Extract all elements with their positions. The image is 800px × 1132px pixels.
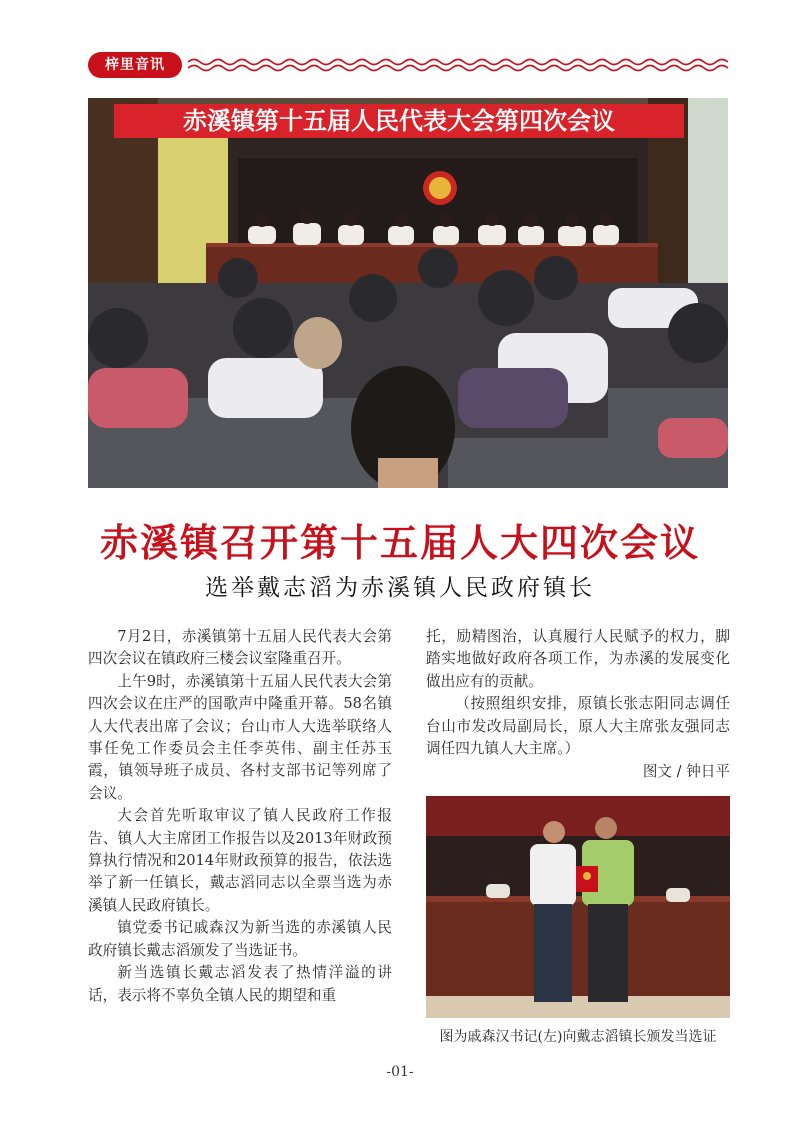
article-credit: 图文 / 钟日平 [642, 763, 730, 781]
article-paragraph: 上午9时，赤溪镇第十五届人民代表大会第四次会议在庄严的国歌声中隆重开幕。58名镇人大代表出席了会议；台山市人大选举联络人事任免工作委员会主任李英伟、副主任苏玉霞，镇领导班子成员、各村支部书记等列席了会议。 [88, 672, 392, 802]
article-paragraph: 镇党委书记戚森汉为新当选的赤溪镇人民政府镇长戴志滔颁发了当选证书。 [88, 919, 392, 959]
page-number: -01- [386, 1064, 414, 1080]
article-paragraph: 新当选镇长戴志滔发表了热情洋溢的讲话，表示将不辜负全镇人民的期望和重 [88, 964, 392, 1004]
article-subheadline: 选举戴志滔为赤溪镇人民政府镇长 [205, 575, 595, 601]
section-badge: 梓里音讯 [88, 52, 182, 78]
article-paragraph: 7月2日，赤溪镇第十五届人民代表大会第四次会议在镇政府三楼会议室隆重召开。 [88, 628, 392, 668]
article-paragraph: 大会首先听取审议了镇人民政府工作报告、镇人大主席团工作报告以及2013年财政预算执行情况和2014年财政预算的报告，依法选举了新一任镇长，戴志滔同志以全票当选为赤溪镇人民政府镇长。 [88, 807, 392, 914]
photo-caption: 图为戚森汉书记(左)向戴志滔镇长颁发当选证 [439, 1029, 717, 1045]
certificate-ceremony-photo [426, 796, 730, 1018]
article-column-left [88, 626, 392, 1007]
article-paragraph-continued: 托，励精图治，认真履行人民赋予的权力，脚踏实地做好政府各项工作，为赤溪的发展变化做出应有的贡献。 [426, 628, 730, 690]
header-wave-rule [188, 58, 728, 72]
article-column-right [426, 626, 730, 784]
article-note: （按照组织安排，原镇长张志阳同志调任台山市发改局副局长，原人大主席张友强同志调任四九镇人大主席。） [426, 695, 730, 758]
article-headline: 赤溪镇召开第十五届人大四次会议 [99, 520, 700, 565]
meeting-banner-text: 赤溪镇第十五届人民代表大会第四次会议 [183, 107, 615, 135]
meeting-photo [88, 98, 728, 488]
